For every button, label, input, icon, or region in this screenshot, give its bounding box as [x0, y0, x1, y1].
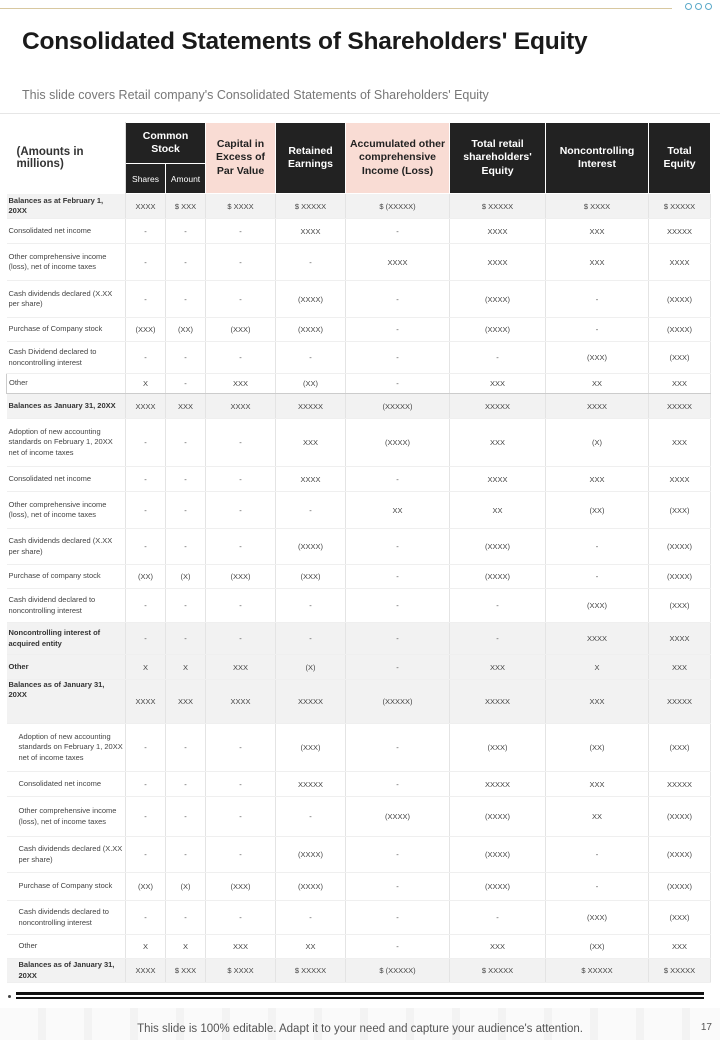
table-cell: - [546, 837, 649, 873]
table-row [7, 219, 711, 244]
table-cell: (XXXX) [276, 529, 346, 565]
table-cell: XXX [206, 374, 276, 394]
table-cell: XXX [649, 374, 711, 394]
table-cell: XXX [546, 467, 649, 492]
table-cell: - [206, 467, 276, 492]
table-cell: (XXXX) [276, 873, 346, 901]
table-cell: - [206, 219, 276, 244]
table-cell: - [126, 772, 166, 797]
row-label: Purchase of Company stock [7, 873, 126, 901]
row-label: Purchase of company stock [7, 565, 126, 589]
table-cell: (X) [546, 419, 649, 467]
row-label: Cash dividends declared to noncontrolling interest [7, 901, 126, 935]
row-label: Noncontrolling interest of acquired entity [7, 623, 126, 655]
amounts-header: (Amounts in millions) [7, 123, 126, 194]
table-cell: - [450, 901, 546, 935]
table-cell: XXX [546, 244, 649, 281]
table-cell: - [166, 589, 206, 623]
table-cell: XXXX [450, 467, 546, 492]
table-row [7, 244, 711, 281]
table-cell: - [546, 281, 649, 318]
table-cell: XXXX [126, 394, 166, 419]
table-cell: - [166, 797, 206, 837]
table-cell: - [206, 724, 276, 772]
table-cell: (XXXX) [276, 281, 346, 318]
table-row [7, 565, 711, 589]
table-cell: - [346, 281, 450, 318]
table-cell: (XX) [276, 374, 346, 394]
table-cell: (XXXX) [276, 318, 346, 342]
table-cell: - [450, 342, 546, 374]
table-row [7, 724, 711, 772]
table-cell: XXXX [546, 623, 649, 655]
footer-divider-thin [16, 997, 704, 999]
table-cell: - [346, 772, 450, 797]
table-cell: XXXX [126, 194, 166, 219]
table-cell: - [166, 901, 206, 935]
table-cell: XXXXX [450, 680, 546, 724]
row-label: Cash dividends declared (X.XX per share) [7, 281, 126, 318]
table-cell: - [206, 837, 276, 873]
circle-icon [705, 3, 712, 10]
table-cell: - [166, 374, 206, 394]
row-label: Other [7, 374, 126, 394]
table-cell: - [546, 529, 649, 565]
table-cell: - [126, 281, 166, 318]
table-cell: - [450, 589, 546, 623]
row-label: Consolidated net income [7, 467, 126, 492]
table-cell: XXX [450, 655, 546, 680]
table-cell: $ (XXXXX) [346, 194, 450, 219]
table-cell: XX [546, 374, 649, 394]
header-total-retail: Total retail shareholders' Equity [450, 123, 546, 194]
table-cell: (XXXX) [649, 529, 711, 565]
table-cell: - [346, 901, 450, 935]
row-label: Cash dividends declared (X.XX per share) [7, 837, 126, 873]
table-cell: (XXXX) [450, 529, 546, 565]
table-cell: (XXXX) [346, 797, 450, 837]
table-row [7, 419, 711, 467]
table-cell: (XX) [166, 318, 206, 342]
table-cell: XXXXX [276, 772, 346, 797]
table-cell: XXXXX [450, 394, 546, 419]
table-cell: (XXX) [649, 724, 711, 772]
table-cell: (XXX) [649, 901, 711, 935]
row-label: Consolidated net income [7, 219, 126, 244]
table-cell: XXXXX [276, 680, 346, 724]
table-row [7, 589, 711, 623]
table-row [7, 492, 711, 529]
table-row [7, 901, 711, 935]
table-cell: $ XXX [166, 959, 206, 983]
table-cell: - [126, 623, 166, 655]
page-number: 17 [700, 1022, 712, 1033]
table-cell: XXX [450, 419, 546, 467]
table-row [7, 529, 711, 565]
table-cell: (XXX) [546, 901, 649, 935]
table-cell: (XXXX) [450, 565, 546, 589]
header-row [7, 123, 711, 164]
table-cell: (XXX) [276, 724, 346, 772]
table-cell: - [126, 797, 166, 837]
table-cell: X [126, 935, 166, 959]
row-label: Cash dividend declared to noncontrolling interest [7, 589, 126, 623]
table-cell: - [346, 342, 450, 374]
table-cell: XXXX [649, 467, 711, 492]
table-cell: - [166, 342, 206, 374]
table-cell: (X) [166, 873, 206, 901]
row-label: Other [7, 655, 126, 680]
table-cell: XXXX [126, 680, 166, 724]
table-cell: - [276, 589, 346, 623]
table-row [7, 837, 711, 873]
table-cell: - [276, 492, 346, 529]
table-cell: XX [276, 935, 346, 959]
table-cell: X [126, 374, 166, 394]
circle-icon [685, 3, 692, 10]
table-cell: - [276, 797, 346, 837]
table-cell: $ XXXX [206, 959, 276, 983]
table-cell: (XXX) [206, 565, 276, 589]
table-cell: (XXX) [206, 318, 276, 342]
footer-divider [16, 992, 704, 995]
table-cell: XXXX [276, 219, 346, 244]
table-cell: - [126, 589, 166, 623]
table-cell: - [450, 623, 546, 655]
table-cell: - [206, 589, 276, 623]
header-accumulated: Accumulated other comprehensive Income (Loss) [346, 123, 450, 194]
table-cell: $ XXXX [206, 194, 276, 219]
table-cell: (XX) [126, 873, 166, 901]
table-cell: - [206, 772, 276, 797]
table-cell: XXXX [546, 394, 649, 419]
table-row [7, 772, 711, 797]
table-cell: (XXXX) [649, 797, 711, 837]
table-row [7, 797, 711, 837]
table-cell: - [346, 724, 450, 772]
table-cell: (XXXX) [649, 837, 711, 873]
row-label: Adoption of new accounting standards on February 1, 20XX net of income taxes [7, 419, 126, 467]
table-cell: XXXX [450, 244, 546, 281]
table-row [7, 680, 711, 724]
table-cell: - [346, 374, 450, 394]
table-cell: - [346, 655, 450, 680]
table-cell: XXXXX [649, 394, 711, 419]
table-cell: XXX [649, 935, 711, 959]
table-row [7, 959, 711, 983]
table-cell: X [166, 655, 206, 680]
table-cell: - [126, 244, 166, 281]
table-cell: - [276, 244, 346, 281]
table-cell: XXX [166, 680, 206, 724]
table-cell: X [166, 935, 206, 959]
table-body [7, 194, 711, 983]
table-cell: $ (XXXXX) [346, 959, 450, 983]
table-row [7, 281, 711, 318]
table-cell: (XXXX) [649, 565, 711, 589]
table-cell: $ XXXXX [649, 959, 711, 983]
table-cell: - [546, 318, 649, 342]
table-cell: - [346, 589, 450, 623]
header-capital: Capital in Excess of Par Value [206, 123, 276, 194]
table-cell: $ XXX [166, 194, 206, 219]
table-cell: - [206, 281, 276, 318]
table-cell: (XX) [546, 724, 649, 772]
table-cell: (XX) [546, 492, 649, 529]
row-label: Other comprehensive income (loss), net of income taxes [7, 244, 126, 281]
subtitle-divider [0, 113, 720, 114]
table-cell: - [126, 342, 166, 374]
row-label: Consolidated net income [7, 772, 126, 797]
page-subtitle: This slide covers Retail company's Consolidated Statements of Shareholders' Equity [22, 88, 489, 102]
table-cell: (XXX) [276, 565, 346, 589]
header-retained: Retained Earnings [276, 123, 346, 194]
top-accent-line [0, 8, 672, 9]
table-cell: - [166, 467, 206, 492]
footer-dot [8, 995, 11, 998]
table-cell: XXX [450, 935, 546, 959]
table-row [7, 873, 711, 901]
accent-dots [685, 3, 712, 10]
header-amount: Amount [166, 164, 206, 194]
footer-note: This slide is 100% editable. Adapt it to your need and capture your audience's attention. [137, 1023, 583, 1035]
row-label: Balances as of January 31, 20XX [7, 959, 126, 983]
table-cell: (XXXXX) [346, 394, 450, 419]
table-cell: (XXX) [546, 589, 649, 623]
table-cell: - [126, 837, 166, 873]
table-cell: (XXXX) [649, 873, 711, 901]
table-cell: - [166, 219, 206, 244]
table-cell: - [166, 419, 206, 467]
table-cell: XXX [546, 219, 649, 244]
table-cell: - [206, 342, 276, 374]
table-row [7, 374, 711, 394]
table-cell: (XXX) [206, 873, 276, 901]
table-cell: (XXXX) [346, 419, 450, 467]
row-label: Cash dividends declared (X.XX per share) [7, 529, 126, 565]
table-cell: (XXX) [450, 724, 546, 772]
table-cell: (X) [166, 565, 206, 589]
table-cell: - [166, 529, 206, 565]
table-cell: - [126, 529, 166, 565]
header-noncontrolling: Noncontrolling Interest [546, 123, 649, 194]
table-cell: XXX [206, 655, 276, 680]
table-cell: - [276, 342, 346, 374]
table-cell: XX [450, 492, 546, 529]
table-cell: $ XXXXX [450, 959, 546, 983]
table-cell: XX [346, 492, 450, 529]
header-common-stock: Common Stock [126, 123, 206, 164]
row-label: Balances as January 31, 20XX [7, 394, 126, 419]
row-label: Balances as of January 31, 20XX [7, 680, 126, 724]
table-cell: - [346, 623, 450, 655]
row-label: Balances as at February 1, 20XX [7, 194, 126, 219]
table-row [7, 655, 711, 680]
table-cell: (X) [276, 655, 346, 680]
table-cell: - [346, 318, 450, 342]
table-cell: - [346, 529, 450, 565]
table-cell: - [346, 565, 450, 589]
table-cell: XXX [206, 935, 276, 959]
table-cell: (XXXX) [450, 318, 546, 342]
table-cell: XXXX [346, 244, 450, 281]
row-label: Other [7, 935, 126, 959]
table-cell: XXXX [450, 219, 546, 244]
table-cell: - [346, 935, 450, 959]
table-cell: - [346, 837, 450, 873]
equity-table-container [6, 122, 710, 983]
table-cell: - [346, 219, 450, 244]
table-cell: $ XXXXX [276, 194, 346, 219]
table-cell: (XX) [546, 935, 649, 959]
table-row [7, 194, 711, 219]
table-cell: - [166, 492, 206, 529]
table-cell: $ XXXXX [546, 959, 649, 983]
table-cell: $ XXXXX [649, 194, 711, 219]
equity-table [6, 122, 711, 983]
table-cell: (XXXX) [649, 281, 711, 318]
table-cell: - [276, 901, 346, 935]
table-row [7, 394, 711, 419]
table-cell: - [126, 219, 166, 244]
table-cell: - [546, 565, 649, 589]
table-cell: XXXXX [450, 772, 546, 797]
table-row [7, 623, 711, 655]
table-cell: - [166, 623, 206, 655]
table-row [7, 935, 711, 959]
table-cell: - [206, 901, 276, 935]
page-title: Consolidated Statements of Shareholders' Equity [22, 28, 588, 55]
table-cell: - [126, 467, 166, 492]
table-cell: XXX [450, 374, 546, 394]
table-cell: - [166, 244, 206, 281]
table-cell: (XXX) [126, 318, 166, 342]
table-cell: (XXX) [649, 492, 711, 529]
table-cell: XXXX [206, 394, 276, 419]
table-cell: XXXX [206, 680, 276, 724]
table-cell: XXX [546, 680, 649, 724]
row-label: Cash Dividend declared to noncontrolling interest [7, 342, 126, 374]
table-cell: (XXXX) [450, 837, 546, 873]
row-label: Purchase of Company stock [7, 318, 126, 342]
table-cell: - [126, 419, 166, 467]
table-cell: XXXX [276, 467, 346, 492]
row-label: Other comprehensive income (loss), net of income taxes [7, 492, 126, 529]
table-cell: - [166, 772, 206, 797]
table-cell: $ XXXXX [450, 194, 546, 219]
table-cell: - [206, 623, 276, 655]
table-cell: (XXXXX) [346, 680, 450, 724]
table-cell: XXX [546, 772, 649, 797]
table-cell: (XXX) [649, 342, 711, 374]
table-cell: XXX [649, 655, 711, 680]
table-cell: XXXXX [649, 772, 711, 797]
table-cell: (XXXX) [649, 318, 711, 342]
circle-icon [695, 3, 702, 10]
table-cell: (XXX) [546, 342, 649, 374]
table-cell: - [206, 419, 276, 467]
table-cell: X [126, 655, 166, 680]
header-total-equity: Total Equity [649, 123, 711, 194]
row-label: Other comprehensive income (loss), net of income taxes [7, 797, 126, 837]
table-cell: XXXX [649, 623, 711, 655]
table-cell: XXX [166, 394, 206, 419]
table-cell: - [346, 873, 450, 901]
table-cell: - [206, 244, 276, 281]
table-cell: XXXX [649, 244, 711, 281]
table-cell: - [206, 492, 276, 529]
table-cell: (XXXX) [450, 873, 546, 901]
table-cell: (XXX) [649, 589, 711, 623]
table-row [7, 318, 711, 342]
table-cell: - [166, 281, 206, 318]
table-cell: (XXXX) [450, 281, 546, 318]
table-cell: - [126, 492, 166, 529]
table-cell: - [126, 901, 166, 935]
table-cell: XXXXX [276, 394, 346, 419]
row-label: Adoption of new accounting standards on February 1, 20XX net of income taxes [7, 724, 126, 772]
table-cell: - [206, 529, 276, 565]
table-cell: XXX [276, 419, 346, 467]
table-cell: XXX [649, 419, 711, 467]
table-cell: - [276, 623, 346, 655]
table-cell: (XX) [126, 565, 166, 589]
table-cell: $ XXXX [546, 194, 649, 219]
table-row [7, 342, 711, 374]
table-cell: - [346, 467, 450, 492]
header-shares: Shares [126, 164, 166, 194]
table-row [7, 467, 711, 492]
table-cell: - [546, 873, 649, 901]
table-cell: XX [546, 797, 649, 837]
table-cell: XXXX [126, 959, 166, 983]
table-cell: X [546, 655, 649, 680]
table-cell: XXXXX [649, 680, 711, 724]
table-cell: - [206, 797, 276, 837]
table-cell: - [166, 724, 206, 772]
table-cell: $ XXXXX [276, 959, 346, 983]
table-cell: (XXXX) [276, 837, 346, 873]
table-cell: XXXXX [649, 219, 711, 244]
table-cell: - [166, 837, 206, 873]
table-cell: (XXXX) [450, 797, 546, 837]
table-cell: - [126, 724, 166, 772]
